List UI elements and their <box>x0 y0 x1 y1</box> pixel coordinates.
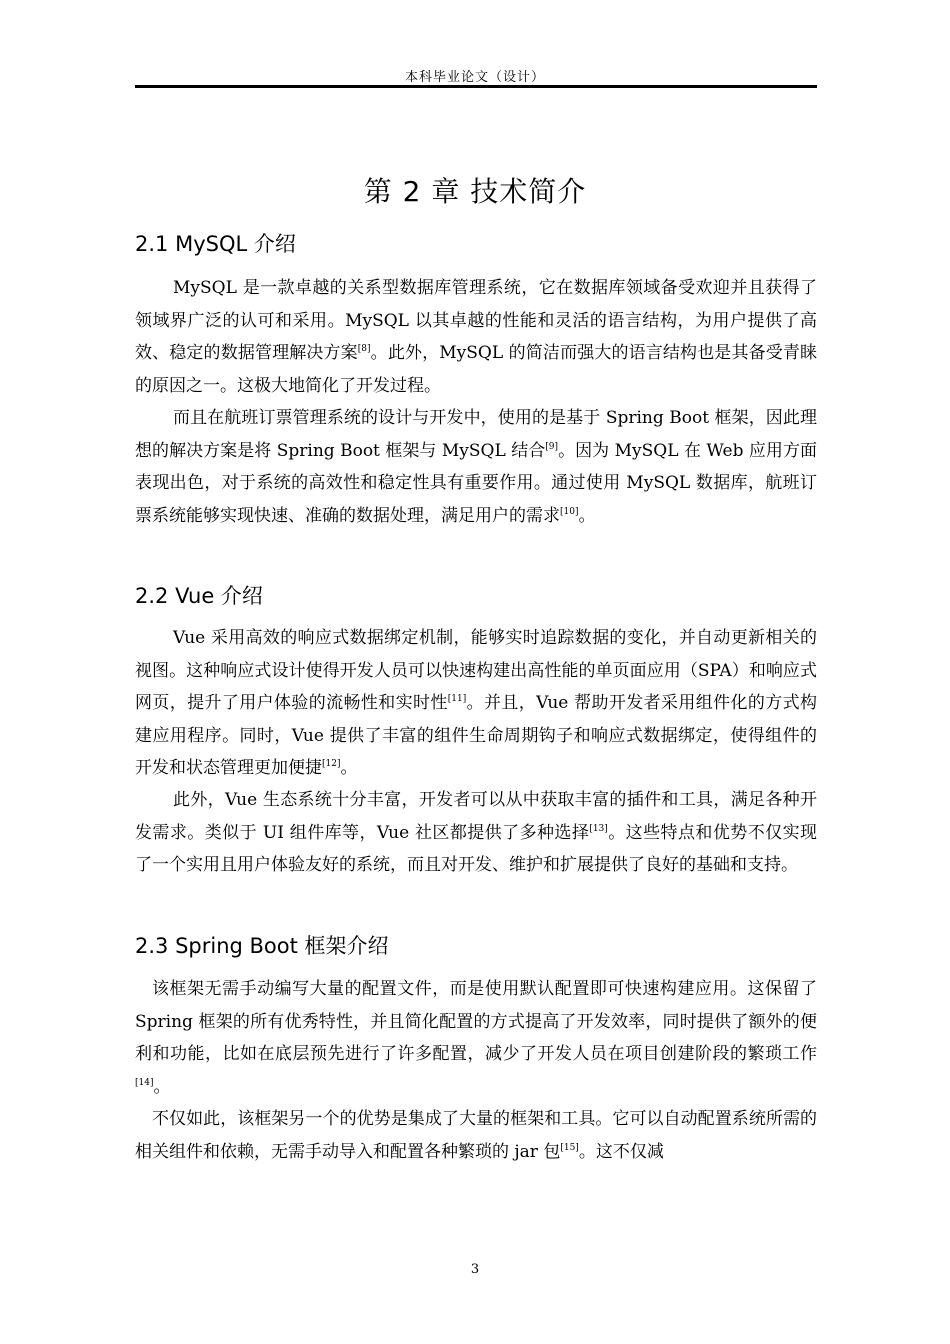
citation-ref: [13] <box>589 823 608 834</box>
section-heading-2-1: 2.1 MySQL 介绍 <box>135 232 296 256</box>
paragraph: Vue 采用高效的响应式数据绑定机制，能够实时追踪数据的变化，并自动更新相关的视图。这种响应式设计使得开发人员可以快速构建出高性能的单页面应用（SPA）和响应式网页，提升了用户体验的流畅性和实时性[11]。并且，Vue 帮助开发者采用组件化的方式构建应用程序。同时，Vue 提供了丰富的组件生命周期钩子和响应式数据绑定，使得组件的开发和状态管理更加便捷[12]。 <box>135 628 817 778</box>
paragraph: 不仅如此，该框架另一个的优势是集成了大量的框架和工具。它可以自动配置系统所需的相关组件和依赖，无需手动导入和配置各种繁琐的 jar 包[15]。这不仅减 <box>135 1109 817 1162</box>
header-rule <box>135 85 817 88</box>
paragraph: 此外，Vue 生态系统十分丰富，开发者可以从中获取丰富的插件和工具，满足各种开发需求。类似于 UI 组件库等，Vue 社区都提供了多种选择[13]。这些特点和优势不仅实现了一个实用且用户体验友好的系统，而且对开发、维护和扩展提供了良好的基础和支持。 <box>135 790 818 875</box>
paragraph: MySQL 是一款卓越的关系型数据库管理系统，它在数据库领域备受欢迎并且获得了领域界广泛的认可和采用。MySQL 以其卓越的性能和灵活的语言结构，为用户提供了高效、稳定的数据管理解决方案[8]。此外，MySQL 的简洁而强大的语言结构也是其备受青睐的原因之一。这极大地简化了开发过程。 <box>135 278 817 396</box>
section-heading-2-3: 2.3 Spring Boot 框架介绍 <box>135 934 389 958</box>
citation-ref: [9] <box>545 441 559 452</box>
citation-ref: [11] <box>447 694 467 704</box>
page-number: 3 <box>470 1262 480 1277</box>
page-header: 本科毕业论文（设计） <box>404 70 545 85</box>
citation-ref: [10] <box>560 506 579 517</box>
paragraph: 该框架无需手动编写大量的配置文件，而是使用默认配置即可快速构建应用。这保留了 Spring 框架的所有优秀特性，并且简化配置的方式提高了开发效率，同时提供了额外的便利和功能，比如在底层预先进行了许多配置，减少了开发人员在项目创建阶段的繁琐工作[14]。 <box>135 979 817 1097</box>
citation-ref: [8] <box>357 344 371 354</box>
section-heading-2-2: 2.2 Vue 介绍 <box>135 584 263 608</box>
citation-ref: [14] <box>135 1077 154 1088</box>
citation-ref: [15] <box>560 1142 579 1153</box>
chapter-title: 第 2 章 技术简介 <box>363 175 587 208</box>
citation-ref: [12] <box>322 759 341 769</box>
paragraph: 而且在航班订票管理系统的设计与开发中，使用的是基于 Spring Boot 框架，因此理想的解决方案是将 Spring Boot 框架与 MySQL 结合[9]。因为 MySQL 在 Web 应用方面表现出色，对于系统的高效性和稳定性具有重要作用。通过使用 MySQL 数据库，航班订票系统能够实现快速、准确的数据处理，满足用户的需求[10]。 <box>135 408 817 526</box>
